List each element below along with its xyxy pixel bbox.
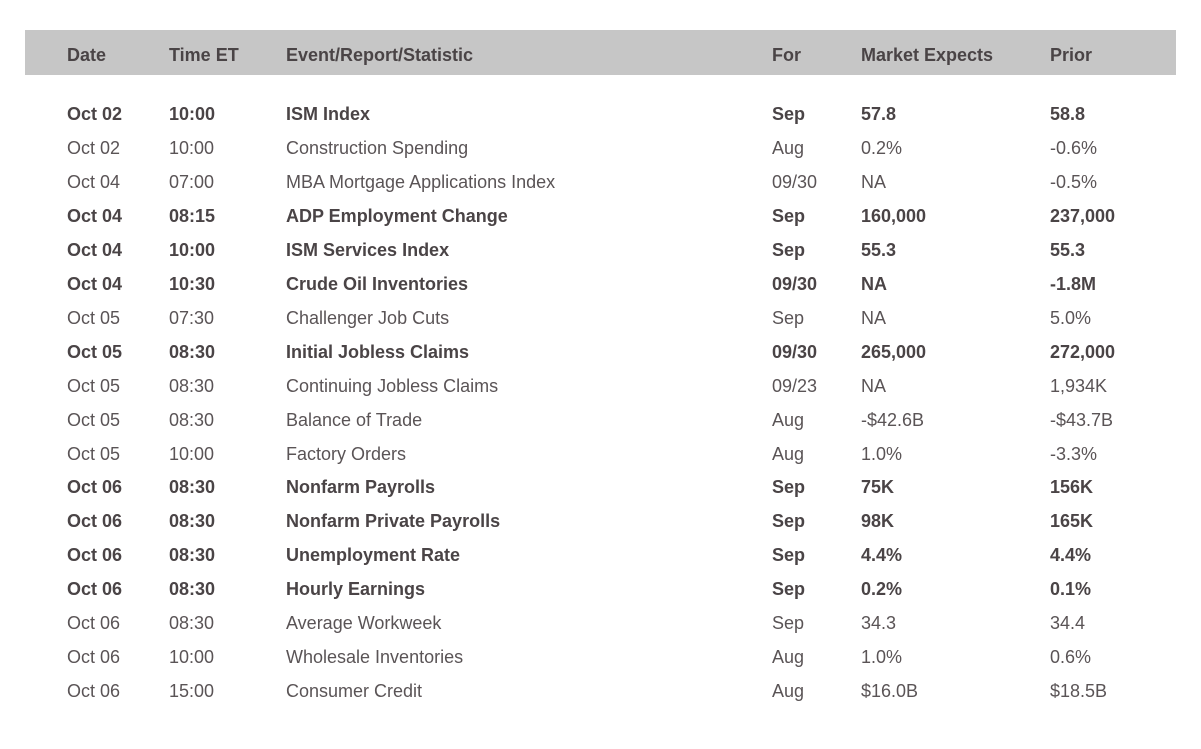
cell-for: Sep [772,104,806,124]
cell-date: Oct 05 [67,443,121,464]
header-expects: Market Expects [861,45,994,65]
cell-event: Initial Jobless Claims [286,341,470,362]
cell-date: Oct 05 [67,307,121,328]
cell-time: 07:00 [169,171,215,192]
cell-event: MBA Mortgage Applications Index [286,171,556,192]
table-row [0,410,1201,444]
table-row [0,681,1201,715]
cell-for: 09/30 [772,273,818,294]
header-for: For [772,45,801,65]
cell-prior: 1,934K [1050,375,1108,396]
cell-expects: 55.3 [861,239,897,260]
cell-date: Oct 04 [67,205,123,226]
cell-expects: 34.3 [861,613,897,634]
cell-date: Oct 06 [67,579,123,600]
header-event: Event/Report/Statistic [286,45,474,65]
cell-time: 07:30 [169,307,215,328]
table-row [0,444,1201,478]
cell-event: Construction Spending [286,137,469,158]
cell-for: Aug [772,681,805,702]
cell-time: 08:30 [169,477,216,498]
cell-time: 08:30 [169,511,216,532]
cell-expects: 1.0% [861,443,903,464]
cell-expects: 57.8 [861,104,897,124]
cell-date: Oct 06 [67,511,123,532]
cell-event: Nonfarm Private Payrolls [286,511,501,532]
cell-date: Oct 05 [67,341,123,362]
cell-prior: 55.3 [1050,239,1086,260]
cell-expects: NA [861,307,887,328]
cell-prior: -0.5% [1050,171,1098,192]
cell-time: 08:30 [169,545,216,566]
cell-expects: NA [861,171,887,192]
cell-expects: 98K [861,511,895,532]
cell-prior: 156K [1050,477,1094,498]
cell-time: 08:30 [169,409,215,430]
cell-expects: 160,000 [861,205,927,226]
cell-for: Sep [772,307,805,328]
cell-event: Consumer Credit [286,681,423,702]
cell-date: Oct 06 [67,681,121,702]
cell-for: Sep [772,477,806,498]
cell-prior: $18.5B [1050,681,1108,702]
cell-for: Sep [772,511,806,532]
cell-expects: NA [861,273,887,294]
cell-date: Oct 04 [67,273,123,294]
cell-time: 10:00 [169,137,215,158]
cell-time: 08:30 [169,375,215,396]
cell-prior: 58.8 [1050,104,1086,124]
cell-event: Nonfarm Payrolls [286,477,436,498]
table-row [0,172,1201,206]
cell-date: Oct 04 [67,239,123,260]
table-row [0,104,1201,138]
cell-event: Unemployment Rate [286,545,461,566]
cell-for: Sep [772,579,806,600]
cell-for: Sep [772,545,806,566]
header-time: Time ET [169,45,239,65]
cell-prior: 34.4 [1050,613,1086,634]
table-row [0,342,1201,376]
cell-prior: 0.1% [1050,579,1092,600]
table-row [0,579,1201,613]
cell-time: 10:00 [169,647,215,668]
cell-date: Oct 05 [67,409,121,430]
cell-prior: -1.8M [1050,273,1097,294]
cell-prior: -3.3% [1050,443,1098,464]
cell-prior: 272,000 [1050,341,1116,362]
table-row [0,647,1201,681]
cell-expects: 0.2% [861,137,903,158]
table-row [0,274,1201,308]
header-prior: Prior [1050,45,1093,65]
cell-for: 09/30 [772,341,818,362]
table-row [0,545,1201,579]
cell-time: 15:00 [169,681,215,702]
cell-for: Sep [772,205,806,226]
cell-prior: 0.6% [1050,647,1092,668]
cell-for: 09/30 [772,171,818,192]
cell-date: Oct 05 [67,375,121,396]
cell-time: 10:30 [169,273,216,294]
cell-event: ISM Index [286,104,371,124]
cell-prior: 5.0% [1050,307,1092,328]
cell-event: ISM Services Index [286,239,450,260]
table-row [0,613,1201,647]
cell-date: Oct 06 [67,647,121,668]
table-row [0,240,1201,274]
table-row [0,308,1201,342]
cell-prior: 237,000 [1050,205,1116,226]
cell-expects: $16.0B [861,681,919,702]
cell-event: Hourly Earnings [286,579,426,600]
cell-for: Aug [772,409,805,430]
cell-event: Crude Oil Inventories [286,273,469,294]
cell-event: Challenger Job Cuts [286,307,450,328]
cell-expects: -$42.6B [861,409,925,430]
cell-prior: -0.6% [1050,137,1098,158]
table-row [0,511,1201,545]
cell-expects: 75K [861,477,895,498]
cell-expects: 265,000 [861,341,927,362]
cell-prior: 165K [1050,511,1094,532]
cell-prior: 4.4% [1050,545,1092,566]
cell-event: Wholesale Inventories [286,647,464,668]
cell-time: 10:00 [169,104,216,124]
table-row [0,376,1201,410]
cell-for: Sep [772,613,805,634]
cell-time: 10:00 [169,443,215,464]
cell-for: Aug [772,647,805,668]
header-date: Date [67,45,107,65]
cell-time: 08:15 [169,205,216,226]
cell-event: Factory Orders [286,443,407,464]
cell-expects: NA [861,375,887,396]
cell-time: 10:00 [169,239,216,260]
cell-date: Oct 06 [67,613,121,634]
table-row [0,477,1201,511]
cell-for: Aug [772,137,805,158]
cell-prior: -$43.7B [1050,409,1114,430]
cell-date: Oct 02 [67,104,123,124]
cell-for: 09/23 [772,375,818,396]
cell-for: Sep [772,239,806,260]
cell-date: Oct 06 [67,477,123,498]
cell-time: 08:30 [169,341,216,362]
cell-expects: 1.0% [861,647,903,668]
table-row [0,138,1201,172]
cell-event: Continuing Jobless Claims [286,375,499,396]
cell-expects: 0.2% [861,579,903,600]
cell-time: 08:30 [169,613,215,634]
cell-expects: 4.4% [861,545,903,566]
table-row [0,206,1201,240]
cell-event: Average Workweek [286,613,442,634]
cell-time: 08:30 [169,579,216,600]
cell-date: Oct 04 [67,171,121,192]
cell-event: Balance of Trade [286,409,423,430]
cell-for: Aug [772,443,805,464]
cell-date: Oct 02 [67,137,121,158]
cell-date: Oct 06 [67,545,123,566]
cell-event: ADP Employment Change [286,205,508,226]
